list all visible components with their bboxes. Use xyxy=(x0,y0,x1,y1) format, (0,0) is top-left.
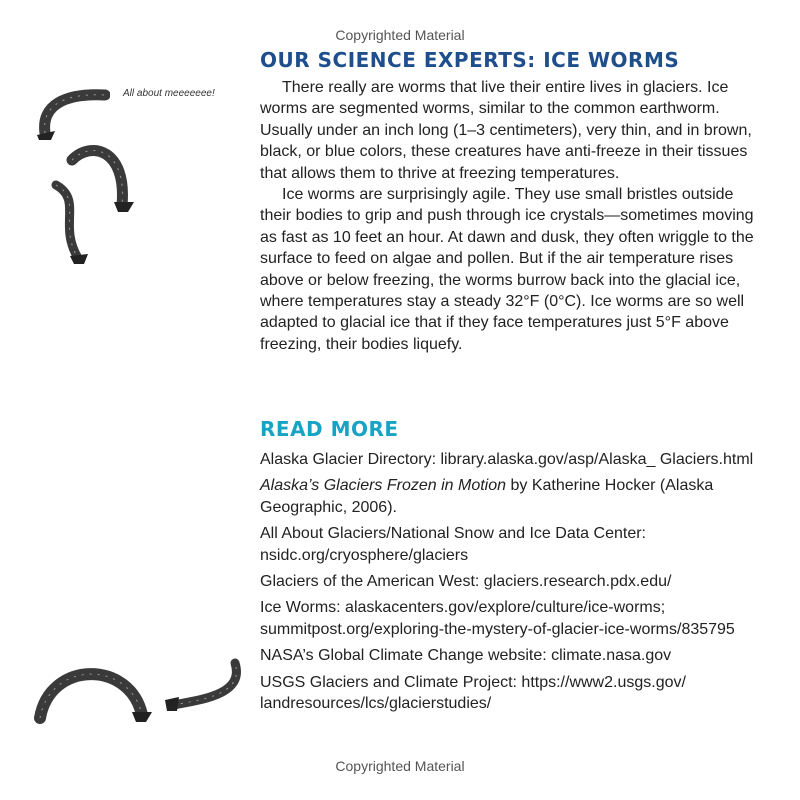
paragraph: Ice worms are surprisingly agile. They use small bristles outside their bodies to grip and push through ice crystals—sometimes moving as fast as 10 feet an hour. At dawn and dusk, they often wriggle to the surface to feed on algae and pollen. But if the air temperature rises above or below freezing, the worms burrow back into the glacial ice, where temperatures stay a steady 32°F (0°C). Ice worms are so well adapted to glacial ice that if they face temperatures just 5°F above freezing, their bodies liquefy. xyxy=(260,186,754,353)
reference-item: NASA’s Global Climate Change website: climate.nasa.gov xyxy=(260,647,672,665)
reference-item xyxy=(260,475,760,518)
reference-item: Ice Worms: alaskacenters.gov/explore/culture/ice-worms; summitpost.org/exploring-the-mystery-of-glacier-ice-worms/835795 xyxy=(260,599,735,638)
copyright-top: Copyrighted Material xyxy=(335,27,465,43)
copyright-bottom: Copyrighted Material xyxy=(335,758,465,774)
book-title: Alaska’s Glaciers Frozen in Motion xyxy=(260,477,507,495)
ice-worm-illustration-3 xyxy=(48,180,98,265)
reference-list xyxy=(260,449,760,719)
article-body xyxy=(260,77,755,355)
reference-item: Alaska Glacier Directory: library.alaska.gov/asp/Alaska_ Glaciers.html xyxy=(260,451,754,468)
paragraph: There really are worms that live their entire lives in glaciers. Ice worms are segmented worms, similar to the common earthworm. Usually under an inch long (1–3 centimeters), very thin, and in brown, black, or blue colors, these creatures have anti-freeze in their tissues that allows them to thrive at freezing temperatures. xyxy=(260,79,752,182)
ice-worm-illustration-4 xyxy=(30,660,155,725)
page-title: OUR SCIENCE EXPERTS: ICE WORMS xyxy=(260,48,680,72)
read-more-heading: READ MORE xyxy=(260,417,399,441)
book-details: by Katherine Hocker (Alaska Geographic, 2006). xyxy=(260,477,714,516)
reference-item: All About Glaciers/National Snow and Ice Data Center: nsidc.org/cryosphere/glaciers xyxy=(260,525,646,564)
worm-speech-caption: All about meeeeeee! xyxy=(123,88,215,99)
reference-item: USGS Glaciers and Climate Project: https://www2.usgs.gov/ landresources/lcs/glacierstudies/ xyxy=(260,673,686,713)
ice-worm-illustration-5 xyxy=(165,655,250,715)
reference-item: Glaciers of the American West: glaciers.research.pdx.edu/ xyxy=(260,573,672,591)
ice-worm-illustration-1 xyxy=(35,85,110,140)
